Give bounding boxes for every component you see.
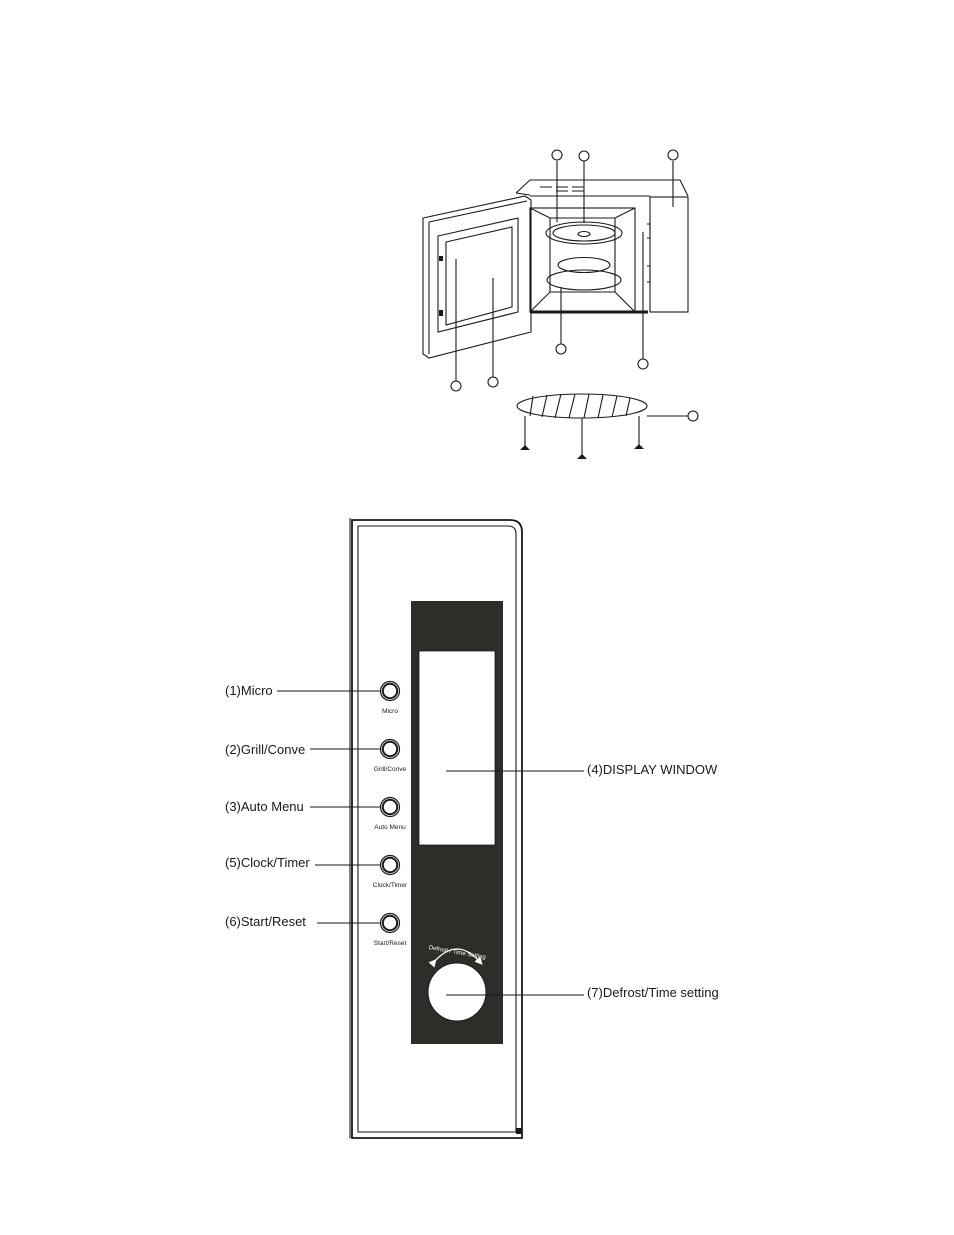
display-window [419,651,495,845]
grill-conve-button[interactable] [381,740,400,759]
grill-rack [517,394,698,459]
oven-door [423,196,531,358]
grill-conve-label: (2)Grill/Conve [225,742,306,757]
micro-button-caption: Micro [382,708,398,715]
micro-button[interactable] [381,682,400,701]
display-window-label: (4)DISPLAY WINDOW [587,762,718,777]
oven-cabinet [516,180,688,312]
defrost-time-label: (7)Defrost/Time setting [587,985,719,1000]
grill-conve-button-caption: Grill/Conve [373,766,407,773]
oven-illustration [423,150,698,459]
auto-menu-label: (3)Auto Menu [225,799,304,814]
control-panel [225,518,719,1138]
auto-menu-button-caption: Auto Menu [374,824,406,831]
start-reset-label: (6)Start/Reset [225,914,306,929]
knob-caption: Defrost / Time Setting [428,945,487,961]
clock-timer-button[interactable] [381,856,400,875]
start-reset-button[interactable] [381,914,400,933]
start-reset-button-caption: Start/Reset [373,940,407,947]
clock-timer-button-caption: Clock/Timer [372,882,408,889]
clock-timer-label: (5)Clock/Timer [225,855,310,870]
auto-menu-button[interactable] [381,798,400,817]
micro-label: (1)Micro [225,683,273,698]
defrost-time-knob[interactable] [428,963,486,1021]
